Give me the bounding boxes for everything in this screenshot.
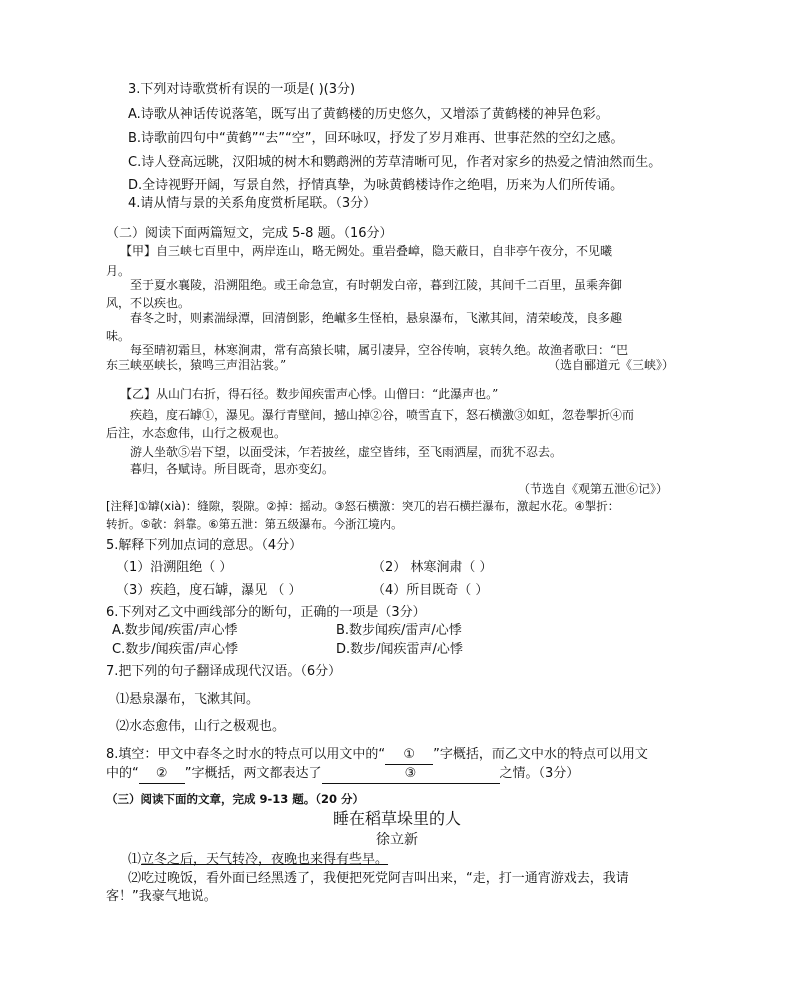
article-paragraph-2-cont: 客！”我豪气地说。	[106, 889, 217, 904]
yi-line: 后注，水态愈伟，山行之极观也。	[106, 426, 287, 440]
article-paragraph-1	[128, 851, 388, 869]
q8-blank-3[interactable]: ③	[322, 765, 500, 784]
q3-stem: 3.下列对诗歌赏析有误的一项是( )(3分)	[128, 82, 356, 97]
yi-source: （节选自《观第五泄⑥记》）	[518, 482, 669, 496]
q7-sentence-2: ⑵水态愈伟，山行之极观也。	[116, 719, 286, 734]
yi-line: 游人坐欹⑤岩下望，以面受沫，乍若披丝，虚空皆纬，至飞雨洒屋，而犹不忍去。	[130, 445, 563, 459]
jia-line: 味。	[106, 329, 131, 343]
q3-option-b: B.诗歌前四句中“黄鹤”“去”“空”，回环咏叹，抒发了岁月难再、世事茫然的空幻之感。	[128, 131, 624, 146]
q5-item-4: （4）所目既奇（ ）	[372, 583, 489, 598]
q7-stem: 7.把下列的句子翻译成现代汉语。（6分）	[106, 664, 342, 679]
q5-item-2: （2） 林寒涧肃（ ）	[372, 560, 493, 575]
q6-option-d: D.数步/闻疾雷声/心悸	[336, 642, 463, 657]
article-author: 徐立新	[376, 832, 418, 848]
yi-line	[120, 385, 498, 403]
q5-stem: 5.解释下列加点词的意思。（4分）	[106, 538, 303, 553]
section3-heading: （三）阅读下面的文章，完成 9-13 题。（20 分）	[106, 792, 365, 806]
q8-line-1	[106, 746, 648, 765]
q3-option-d: D.全诗视野开阔，写景自然，抒情真挚，为咏黄鹤楼诗作之绝唱，历来为人们所传诵。	[128, 178, 624, 193]
paragraph-number: ⑴	[128, 852, 142, 867]
q8-text: 中的“	[106, 766, 139, 781]
q7-sentence-1: ⑴悬泉瀑布，飞漱其间。	[116, 692, 260, 707]
q8-text: 之情。（3分）	[499, 766, 580, 781]
q5-item-3: （3）疾趋，度石罅，瀑见 （ ）	[116, 583, 302, 598]
q8-text: 8.填空：甲文中春冬之时水的特点可以用文中的“	[106, 747, 386, 762]
jia-line: 每至晴初霜旦，林寒涧肃，常有高猿长啸，属引凄异，空谷传响，哀转久绝。故渔者歌曰：“巴	[130, 343, 629, 357]
q3-option-c: C.诗人登高远眺，汉阳城的树木和鹦鹉洲的芳草清晰可见，作者对家乡的热爱之情油然而生。	[128, 155, 662, 170]
jia-line: 风，不以疾也。	[106, 296, 191, 310]
article-title: 睡在稻草垛里的人	[332, 809, 461, 828]
q8-blank-1[interactable]: ①	[385, 746, 433, 765]
jia-line: 至于夏水襄陵，沿溯阻绝。或王命急宣，有时朝发白帝，暮到江陵，其间千二百里，虽乘奔御	[130, 278, 623, 292]
q4-stem: 4.请从情与景的关系角度赏析尾联。（3分）	[128, 196, 377, 211]
q8-line-2	[106, 765, 579, 784]
yi-line: 疾趋，度石罅①，瀑见。瀑行青壁间，撼山掉②谷，喷雪直下，怒石横激③如虹，忽卷掣折④而	[130, 408, 635, 422]
section2-heading: （二）阅读下面两篇短文，完成 5-8 题。（16分）	[106, 226, 393, 241]
q8-text: ”字概括，两文都表达了	[184, 766, 322, 781]
q6-option-a: A.数步闻/疾雷/声心悸	[112, 623, 238, 638]
jia-line: 月。	[106, 264, 131, 278]
annotation-line: 转折。⑤欹：斜靠。⑥第五泄：第五级瀑布。今浙江境内。	[106, 517, 403, 531]
q6-option-b: B.数步闻疾/雷声/心悸	[336, 623, 462, 638]
jia-line: 东三峡巫峡长，猿鸣三声泪沾裳。”	[106, 358, 287, 372]
q3-option-a: A.诗歌从神话传说落笔，既写出了黄鹤楼的历史悠久，又增添了黄鹤楼的神异色彩。	[128, 107, 609, 122]
jia-line: 【甲】自三峡七百里中，两岸连山，略无阙处。重岩叠嶂，隐天蔽日，自非亭午夜分，不见曦	[120, 244, 613, 258]
annotation-line: [注释]①罅(xià)：缝隙，裂隙。②掉：摇动。③怒石横激：突兀的岩石横拦瀑布，激起水花。④掣折：	[106, 499, 620, 513]
q8-blank-2[interactable]: ②	[139, 765, 185, 784]
underlined-sentence: 立冬之后，天气转冷，夜晚也来得有些早。	[141, 852, 389, 867]
jia-source: （选自郦道元《三峡》）	[548, 358, 675, 372]
q6-stem: 6.下列对乙文中画线部分的断句，正确的一项是（3分）	[106, 605, 426, 620]
article-paragraph-2: ⑵吃过晚饭，看外面已经黑透了，我便把死党阿吉叫出来，“走，打一通宵游戏去，我请	[128, 871, 629, 886]
jia-line: 春冬之时，则素湍绿潭，回清倒影，绝𪩘多生怪柏，悬泉瀑布，飞漱其间，清荣峻茂，良多趣	[130, 311, 623, 325]
yi-line: 暮归，各赋诗。所目既奇，思亦变幻。	[130, 462, 335, 476]
q5-item-1: （1）沿溯阻绝（ ）	[116, 560, 233, 575]
yi-line-text: 【乙】从山门右折，得石径。数步闻疾雷声心悸。山僧曰：“此瀑声也。”	[120, 387, 499, 401]
q8-text: ”字概括，而乙文中水的特点可以用文	[433, 747, 648, 762]
q6-option-c: C.数步/闻疾雷/声心悸	[112, 642, 238, 657]
